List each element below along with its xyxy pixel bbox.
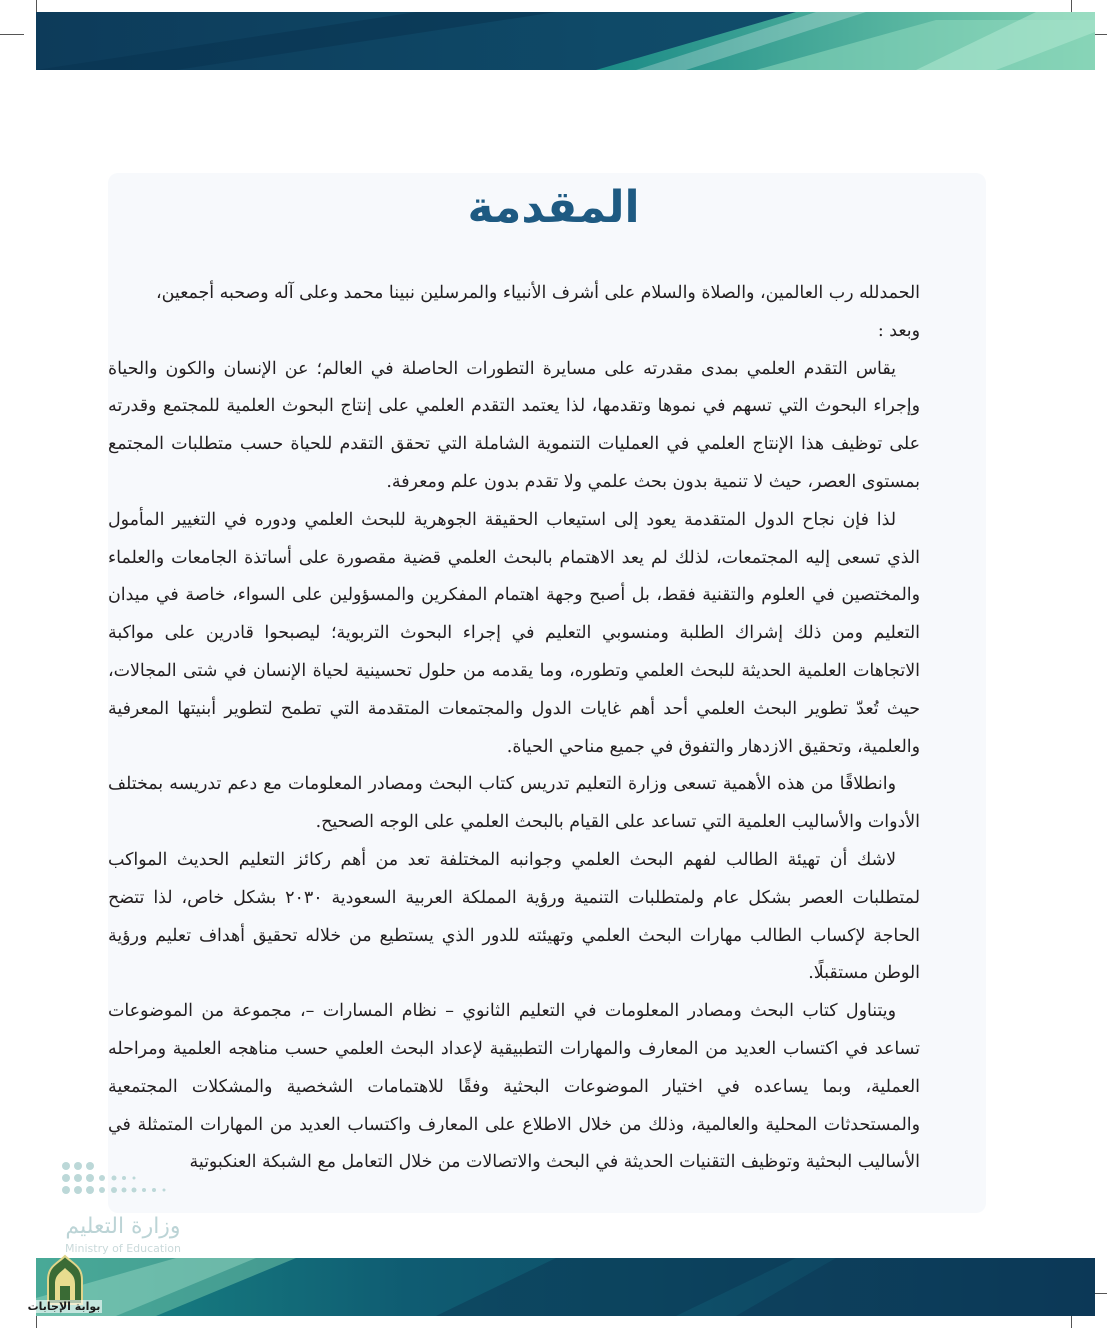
logo-dots-icon [58, 1158, 188, 1208]
portal-mosque-icon [40, 1254, 90, 1306]
ministry-logo [58, 1158, 198, 1258]
portal-label: بوابة الإجابات [27, 1300, 101, 1313]
paragraph: ويتناول كتاب البحث ومصادر المعلومات في التعليم الثانوي – نظام المسارات –، مجموعة من الموضوعات تساعد في اكتساب العديد من المعارف والمهارات التطبيقية لإعداد البحث العلمي حسب مناهجه العلمية ومراحله العملية، وبما يساعده في اختيار الموضوعات البحثية وفقًا للاهتمامات الشخصية والمشكلات المجتمعية والمستحدثات المحلية والعالمية، وذلك من خلال الاطلاع على المعارف واكتساب العديد من المهارات المتمثلة في الأساليب البحثية وتوظيف التقنيات الحديثة في البحث والاتصالات من خلال التعامل مع الشبكة العنكبوتية [108, 1001, 920, 1173]
top-banner [36, 12, 1095, 70]
introduction-text [108, 275, 920, 1182]
logo-english-text: Ministry of Education [64, 1242, 181, 1255]
paragraph: وبعد : [877, 320, 920, 341]
logo-arabic-text: وزارة التعليم [65, 1214, 181, 1239]
paragraph: يقاس التقدم العلمي بمدى مقدرته على مسايرة التطورات الحاصلة في العالم؛ عن الإنسان والكون والحياة وإجراء البحوث التي تسهم في نموها وتقدمها، لذا يعتمد التقدم العلمي على إنتاج البحوث العلمية للمجتمع وقدرته على توظيف هذا الإنتاج العلمي في العمليات التنموية الشاملة التي تحقق التقدم للحياة حسب متطلبات المجتمع بمستوى العصر، حيث لا تنمية بدون بحث علمي ولا تقدم بدون علم ومعرفة. [108, 358, 920, 492]
paragraph: لذا فإن نجاح الدول المتقدمة يعود إلى استيعاب الحقيقة الجوهرية للبحث العلمي ودوره في التغيير المأمول الذي تسعى إليه المجتمعات، لذلك لم يعد الاهتمام بالبحث العلمي قضية مقصورة على أساتذة الجامعات والعلماء والمختصين في العلوم والتقنية فقط، بل أصبح وجهة اهتمام المفكرين والمسؤولين على السواء، خاصة في ميدان التعليم ومن ذلك إشراك الطلبة ومنسوبي التعليم في إجراء البحوث التربوية؛ ليصبحوا قادرين على مواكبة الاتجاهات العلمية الحديثة للبحث العلمي وتطوره، وما يقدمه من حلول تحسينية لحياة الإنسان في شتى المجالات، حيث تُعدّ تطوير البحث العلمي أحد أهم غايات الدول والمجتمعات المتقدمة التي تطمح لتطوير أبنيتها المعرفية والعلمية، وتحقيق الازدهار والتفوق في جميع مناحي الحياة. [108, 509, 920, 757]
paragraph: وانطلاقًا من هذه الأهمية تسعى وزارة التعليم تدريس كتاب البحث ومصادر المعلومات مع دعم تدريسه بمختلف الأدوات والأساليب العلمية التي تساعد على القيام بالبحث العلمي على الوجه الصحيح. [108, 774, 920, 833]
paragraph: لاشك أن تهيئة الطالب لفهم البحث العلمي وجوانبه المختلفة تعد من أهم ركائز التعليم الحديث المواكب لمتطلبات العصر بشكل عام ولمتطلبات التنمية ورؤية المملكة العربية السعودية ٢٠٣٠ بشكل خاص، لذا تتضح الحاجة لإكساب الطالب مهارات البحث العلمي وتهيئته للدور الذي يستطيع من خلاله تحقيق أهداف تعليم ورؤية الوطن مستقبلًا. [108, 849, 921, 984]
page-title: المقدمة [467, 182, 640, 233]
crop-mark [0, 34, 24, 35]
bottom-banner [36, 1258, 1095, 1316]
paragraph: الحمدلله رب العالمين، والصلاة والسلام على أشرف الأنبياء والمرسلين نبينا محمد وعلى آله وصحبه أجمعين، [155, 283, 920, 303]
